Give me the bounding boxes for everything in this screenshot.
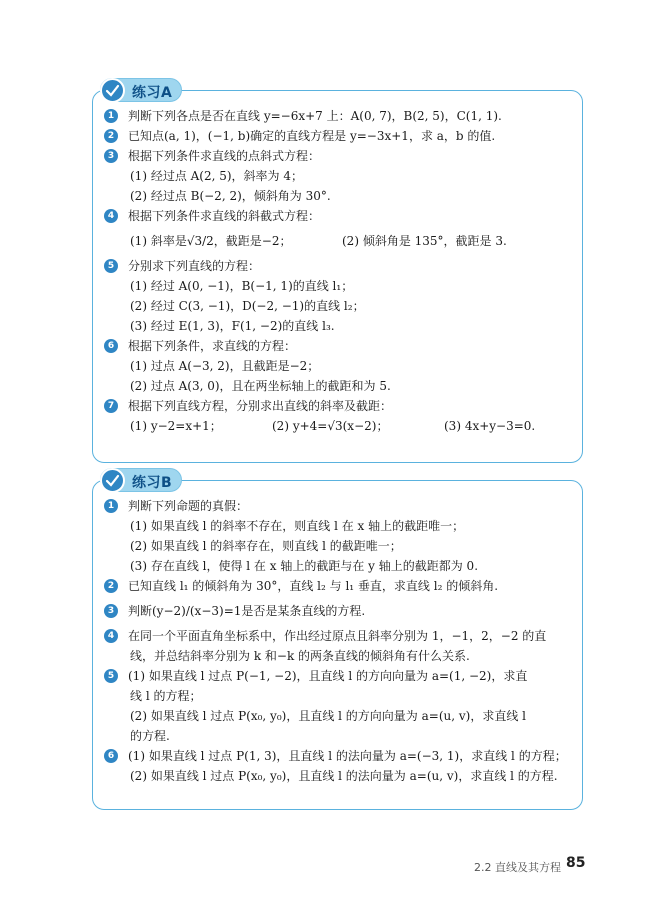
sub-item-text-col2: (2) 倾斜角是 135°，截距是 3. (342, 234, 507, 248)
sub-item-text: (1) 经过 A(0, −1)，B(−1, 1)的直线 l₁； (130, 279, 354, 293)
item-number-badge: 6 (104, 339, 118, 353)
item-text: 分别求下列直线的方程： (128, 259, 261, 273)
sub-item (104, 316, 573, 336)
sub-item-text: (3) 存在直线 l，使得 l 在 x 轴上的截距与在 y 轴上的截距都为 0. (130, 559, 479, 573)
exercise-b-title: 练习B (132, 475, 173, 491)
sub-item (104, 516, 573, 536)
exercise-b-section (92, 468, 583, 810)
footer-section-label: 2.2 直线及其方程 (474, 861, 561, 874)
exercise-item (104, 396, 573, 416)
sub-item-text: (2) 经过 C(3, −1)，D(−2, −1)的直线 l₂； (130, 299, 365, 313)
sub-item (104, 186, 573, 206)
sub-item (104, 376, 573, 396)
item-text: (1) 如果直线 l 过点 P(−1, −2)，且直线 l 的方向向量为 a=(1, −2)，求直 (128, 669, 528, 683)
exercise-item (104, 106, 573, 126)
item-number-badge: 5 (104, 259, 118, 273)
sub-item (104, 226, 573, 256)
item-number-badge: 6 (104, 749, 118, 763)
item-text: (1) 如果直线 l 过点 P(1, 3)，且直线 l 的法向量为 a=(−3, 1)，求直线 l 的方程； (128, 749, 567, 763)
sub-item (104, 706, 573, 726)
exercise-item (104, 746, 573, 766)
item-number-badge: 3 (104, 149, 118, 163)
sub-item-text: (2) 如果直线 l 过点 P(x₀, y₀)，且直线 l 的法向量为 a=(u, v)，求直线 l 的方程. (130, 769, 558, 783)
exercise-b-content (104, 496, 573, 786)
sub-item-text: 的方程. (130, 729, 170, 743)
page-number: 85 (566, 855, 586, 871)
item-number-badge: 1 (104, 499, 118, 513)
item-text: 判断(y−2)/(x−3)=1是否是某条直线的方程. (128, 604, 366, 618)
pencil-check-icon (100, 468, 125, 493)
item-text: 已知直线 l₁ 的倾斜角为 30°，直线 l₂ 与 l₁ 垂直，求直线 l₂ 的倾斜角. (128, 579, 499, 593)
sub-item-text: 线，并总结斜率分别为 k 和−k 的两条直线的倾斜角有什么关系. (130, 649, 470, 663)
exercise-a-section (92, 78, 583, 463)
item-number-badge: 2 (104, 579, 118, 593)
item-number-badge: 4 (104, 209, 118, 223)
sub-item (104, 166, 573, 186)
item-number-badge: 7 (104, 399, 118, 413)
exercise-a-header (100, 78, 182, 102)
item-text: 判断下列命题的真假： (128, 499, 249, 513)
item-text: 根据下列条件求直线的斜截式方程： (128, 209, 321, 223)
sub-item (104, 296, 573, 316)
pencil-check-icon (100, 78, 125, 103)
sub-item-text: (1) 过点 A(−3, 2)，且截距是−2； (130, 359, 320, 373)
sub-item-text: (1) y−2=x+1； (130, 419, 222, 433)
exercise-item (104, 256, 573, 276)
sub-item-text: (1) 经过点 A(2, 5)，斜率为 4； (130, 169, 304, 183)
item-number-badge: 2 (104, 129, 118, 143)
item-number-badge: 5 (104, 669, 118, 683)
sub-item-text: (3) 经过 E(1, 3)，F(1, −2)的直线 l₃. (130, 319, 335, 333)
item-text: 在同一个平面直角坐标系中，作出经过原点且斜率分别为 1，−1，2，−2 的直 (128, 629, 547, 643)
item-number-badge: 3 (104, 604, 118, 618)
exercise-a-title: 练习A (132, 85, 173, 101)
sub-item-text: (2) 如果直线 l 过点 P(x₀, y₀)，且直线 l 的方向向量为 a=(u, v)，求直线 l (130, 709, 526, 723)
item-text: 已知点(a, 1)，(−1, b)确定的直线方程是 y=−3x+1，求 a，b 的值. (128, 129, 496, 143)
sub-item-text: (2) 如果直线 l 的斜率存在，则直线 l 的截距唯一； (130, 539, 402, 553)
exercise-item (104, 206, 573, 226)
item-text: 判断下列各点是否在直线 y=−6x+7 上：A(0, 7)，B(2, 5)，C(1, 1). (128, 109, 502, 123)
sub-item-text: 线 l 的方程； (130, 689, 202, 703)
exercise-item (104, 576, 573, 596)
exercise-item (104, 596, 573, 626)
exercise-b-header (100, 468, 182, 492)
sub-item (104, 766, 573, 786)
sub-item (104, 646, 573, 666)
sub-item (104, 686, 573, 706)
exercise-item (104, 336, 573, 356)
sub-item (104, 276, 573, 296)
sub-item-text: (2) 过点 A(3, 0)，且在两坐标轴上的截距和为 5. (130, 379, 391, 393)
exercise-item (104, 496, 573, 516)
sub-item-text-col3: (3) 4x+y−3=0. (444, 419, 536, 433)
exercise-item (104, 626, 573, 646)
item-number-badge: 1 (104, 109, 118, 123)
item-text: 根据下列条件，求直线的方程： (128, 339, 297, 353)
exercise-item (104, 126, 573, 146)
sub-item (104, 356, 573, 376)
sub-item-text: (1) 如果直线 l 的斜率不存在，则直线 l 在 x 轴上的截距唯一； (130, 519, 465, 533)
sub-item-text-col2: (2) y+4=√3(x−2)； (272, 419, 389, 433)
sub-item (104, 556, 573, 576)
exercise-a-content (104, 106, 573, 436)
exercise-item (104, 666, 573, 686)
sub-item (104, 416, 573, 436)
sub-item-text: (2) 经过点 B(−2, 2)，倾斜角为 30°. (130, 189, 331, 203)
item-number-badge: 4 (104, 629, 118, 643)
sub-item (104, 536, 573, 556)
item-text: 根据下列直线方程，分别求出直线的斜率及截距： (128, 399, 393, 413)
sub-item-text: (1) 斜率是√3/2，截距是−2； (130, 234, 292, 248)
item-text: 根据下列条件求直线的点斜式方程： (128, 149, 321, 163)
exercise-item (104, 146, 573, 166)
sub-item (104, 726, 573, 746)
